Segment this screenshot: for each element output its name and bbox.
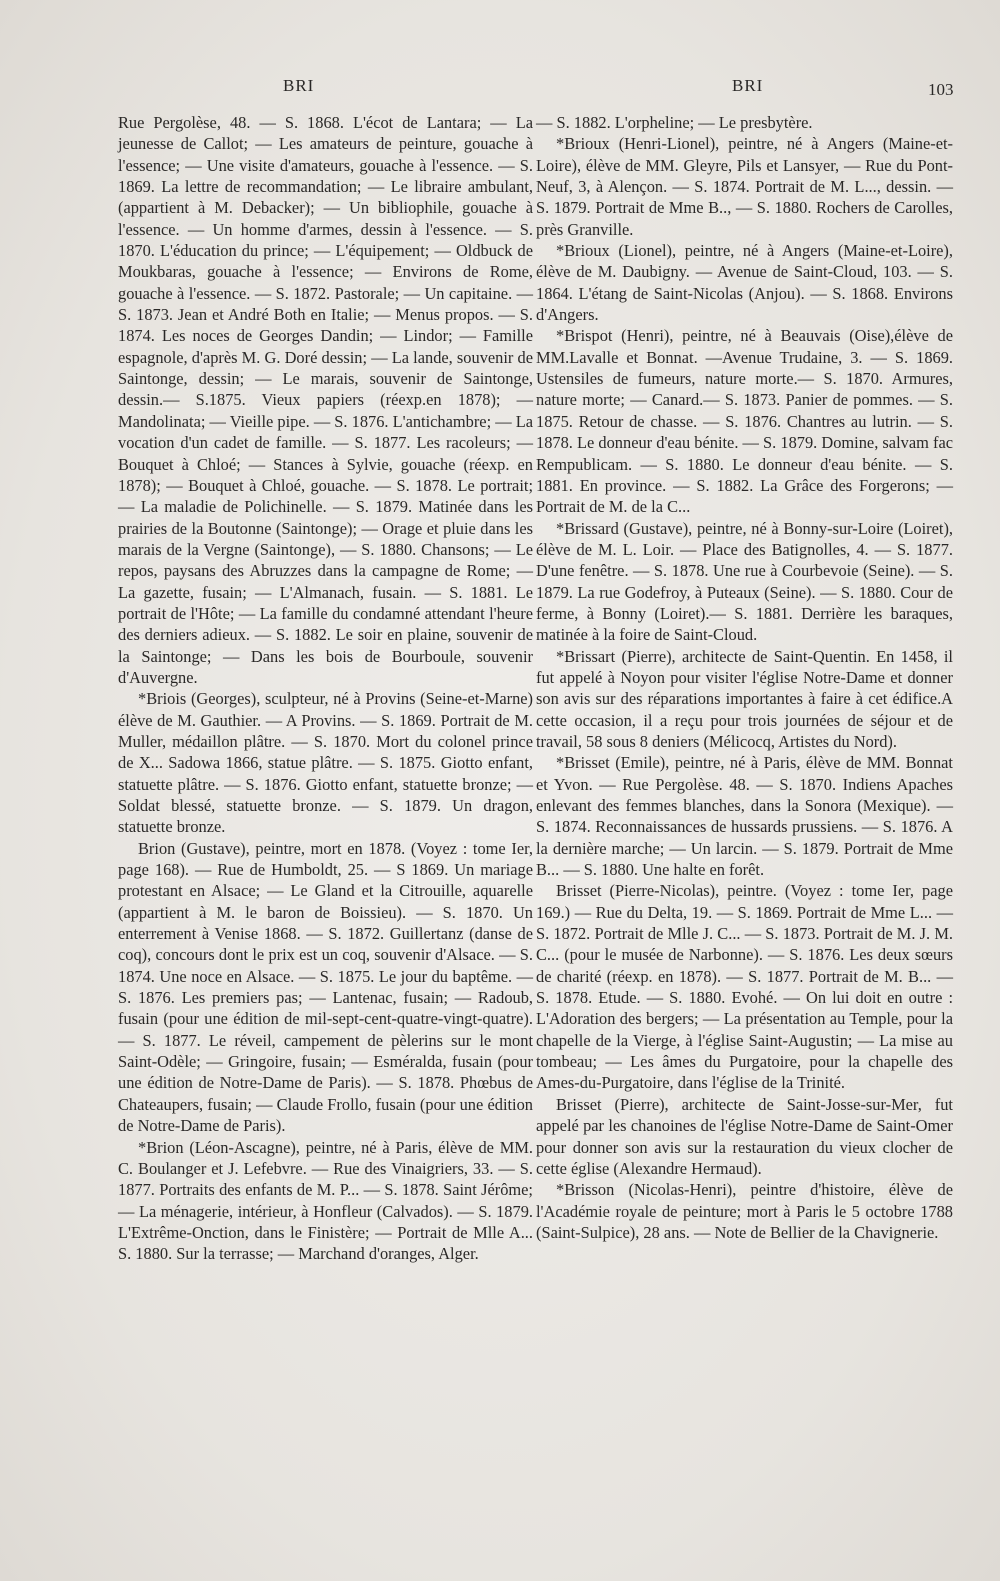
entry-text: *Brisson (Nicolas-Henri), peintre d'histoire, élève de l'Académie royale de peinture; mort à Paris le 5 octobre 1788 (Saint-Sulpice), 28 ans. — Note de Bellier de la Chavignerie. [536, 1180, 953, 1242]
right-column [536, 112, 953, 1243]
entry-text: *Briois (Georges), sculpteur, né à Provins (Seine-et-Marne) élève de M. Gauthier. — A Provins. — S. 1869. Portrait de M. Muller, médaillon plâtre. — S. 1870. Mort du colonel prince de X... Sadowa 1866, statue plâtre. — S. 1875. Giotto enfant, statuette plâtre. — S. 1876. Giotto enfant, statuette bronze; — Soldat blessé, statuette bronze. — S. 1879. Un dragon, statuette bronze. [118, 689, 533, 837]
entry-text: *Brispot (Henri), peintre, né à Beauvais (Oise),élève de MM.Lavalle et Bonnat. —Avenue Trudaine, 3. — S. 1869. Ustensiles de fumeurs, nature morte.— S. 1870. Armures, nature morte; — Canard.— S. 1873. Panier de pommes. — S. 1875. Retour de chasse. — S. 1876. Chantres au lutrin. — S. 1878. Le donneur d'eau bénite. — S. 1879. Domine, salvam fac Rempublicam. — S. 1880. Le donneur d'eau bénite. — S. 1881. En province. — S. 1882. La Grâce des Forgerons; — Portrait de M. de la C... [536, 326, 953, 517]
entry-text: Brisset (Pierre), architecte de Saint-Josse-sur-Mer, fut appelé par les chanoines de l'église Notre-Dame de Saint-Omer pour donner son avis sur la restauration du vieux clocher de cette église (Alexandre Hermaud). [536, 1094, 953, 1178]
right-running-head: BRI [732, 76, 764, 95]
entry-text: — S. 1882. L'orpheline; — Le presbytère. [536, 113, 813, 132]
entry-text: *Brioux (Henri-Lionel), peintre, né à Angers (Maine-et-Loire), élève de MM. Gleyre, Pils et Lansyer, — Rue du Pont-Neuf, 3, à Alençon. — S. 1874. Portrait de M. L..., dessin. — S. 1879. Portrait de Mme B.., — S. 1880. Rochers de Carolles, près Granville. [536, 134, 953, 239]
entry-text: Rue Pergolèse, 48. — S. 1868. L'écot de Lantara; — La jeunesse de Callot; — Les amateurs de peinture, gouache à l'essence; — Une visite d'amateurs, gouache à l'essence. — S. 1869. La lettre de recommandation; — Le libraire ambulant, (appartient à M. Debacker); — Un bibliophile, gouache à l'essence. — Un homme d'armes, dessin à l'essence. — S. 1870. L'éducation du prince; — L'équipement; — Oldbuck de Moukbaras, gouache à l'essence; — Environs de Rome, gouache à l'essence. — S. 1872. Pastorale; — Un capitaine. — S. 1873. Jean et André Both en Italie; — Menus propos. — S. 1874. Les noces de Georges Dandin; — Lindor; — Famille espagnole, d'après M. G. Doré dessin; — La lande, souvenir de Saintonge, dessin; — Le marais, souvenir de Saintonge, dessin.— S.1875. Vieux papiers (réexp.en 1878); — Mandolinata; — Vieille pipe. — S. 1876. L'antichambre; — La vocation d'un cadet de famille. — S. 1877. Les racoleurs; — Bouquet à Chloé; — Stances à Sylvie, gouache (réexp. en 1878); — Bouquet à Chloé, gouache. — S. 1878. Le portrait; — La maladie de Polichinelle. — S. 1879. Matinée dans les prairies de la Boutonne (Saintonge); — Orage et pluie dans les marais de la Vergne (Saintonge), — S. 1880. Chansons; — Le repos, paysans des Abruzzes dans la campagne de Rome; — La gazette, fusain; — L'Almanach, fusain. — S. 1881. Le portrait de l'Hôte; — La famille du condamné attendant l'heure des derniers adieux. — S. 1882. Le soir en plaine, souvenir de la Saintonge; — Dans les bois de Bourboule, souvenir d'Auvergne. [118, 113, 533, 687]
entry-text: *Brioux (Lionel), peintre, né à Angers (Maine-et-Loire), élève de M. Daubigny. — Avenue de Saint-Cloud, 103. — S. 1864. L'étang de Saint-Nicolas (Anjou). — S. 1868. Environs d'Angers. [536, 241, 953, 325]
entry-text: *Brissard (Gustave), peintre, né à Bonny-sur-Loire (Loiret), élève de M. L. Loir. — Place des Batignolles, 4. — S. 1877. D'une fenêtre. — S. 1878. Une rue à Courbevoie (Seine). — S. 1879. La rue Godefroy, à Puteaux (Seine). — S. 1880. Cour de ferme, à Bonny (Loiret).— S. 1881. Derrière les baraques, matinée à la foire de Saint-Cloud. [536, 518, 953, 645]
entry-text: *Brisset (Emile), peintre, né à Paris, élève de MM. Bonnat et Yvon. — Rue Pergolèse. 48. — S. 1870. Indiens Apaches enlevant des femmes blanches, dans la Sonora (Mexique). — S. 1874. Reconnaissances de hussards prussiens. — S. 1876. A la dernière marche; — Un larcin. — S. 1879. Portrait de Mme B... — S. 1880. Une halte en forêt. [536, 753, 953, 880]
entry-text: Brion (Gustave), peintre, mort en 1878. (Voyez : tome Ier, page 168). — Rue de Humboldt, 25. — S 1869. Un mariage protestant en Alsace; — Le Gland et la Citrouille, aquarelle (appartient à M. le baron de Boissieu). — S. 1870. Un enterrement à Venise 1868. — S. 1872. Guillertanz (danse de coq), concours dont le prix est un coq, souvenir d'Alsace. — S. 1874. Une noce en Alsace. — S. 1875. Le jour du baptême. — S. 1876. Les premiers pas; — Lantenac, fusain; — Radoub, fusain (pour une édition de mil-sept-cent-quatre-vingt-quatre).— S. 1877. Le réveil, campement de pèlerins sur le mont Saint-Odèle; — Gringoire, fusain; — Esméralda, fusain (pour une édition de Notre-Dame de Paris). — S. 1878. Phœbus de Chateaupers, fusain; — Claude Frollo, fusain (pour une édition de Notre-Dame de Paris). [118, 838, 533, 1136]
entry-text: *Brion (Léon-Ascagne), peintre, né à Paris, élève de MM. C. Boulanger et J. Lefebvre. — Rue des Vinaigriers, 33. — S. 1877. Portraits des enfants de M. P... — S. 1878. Saint Jérôme; — La ménagerie, intérieur, à Honfleur (Calvados). — S. 1879. L'Extrême-Onction, dans le Finistère; — Portrait de Mlle A... S. 1880. Sur la terrasse; — Marchand d'oranges, Alger. [118, 1137, 533, 1264]
page-number: 103 [928, 80, 954, 99]
left-column [118, 112, 533, 1265]
entry-text: *Brissart (Pierre), architecte de Saint-Quentin. En 1458, il fut appelé à Noyon pour visiter l'église Notre-Dame et donner son avis sur des réparations importantes à faire à cet édifice.A cette occasion, il a reçu pour trois journées de séjour et de travail, 58 sous 8 deniers (Mélicocq, Artistes du Nord). [536, 646, 953, 751]
entry-text: Brisset (Pierre-Nicolas), peintre. (Voyez : tome Ier, page 169.) — Rue du Delta, 19. — S. 1869. Portrait de Mme L... — S. 1872. Portrait de Mlle J. C... — S. 1873. Portrait de M. J. M. C... (pour le musée de Narbonne). — S. 1876. Les deux sœurs de charité (réexp. en 1878). — S. 1877. Portrait de M. B... — S. 1878. Etude. — S. 1880. Evohé. — On lui doit en outre : L'Adoration des bergers; — La présentation au Temple, pour la chapelle de la Vierge, à l'église Saint-Augustin; — La mise au tombeau; — Les âmes du Purgatoire, pour la chapelle des Ames-du-Purgatoire, dans l'église de la Trinité. [536, 881, 953, 1093]
left-running-head: BRI [283, 76, 315, 95]
